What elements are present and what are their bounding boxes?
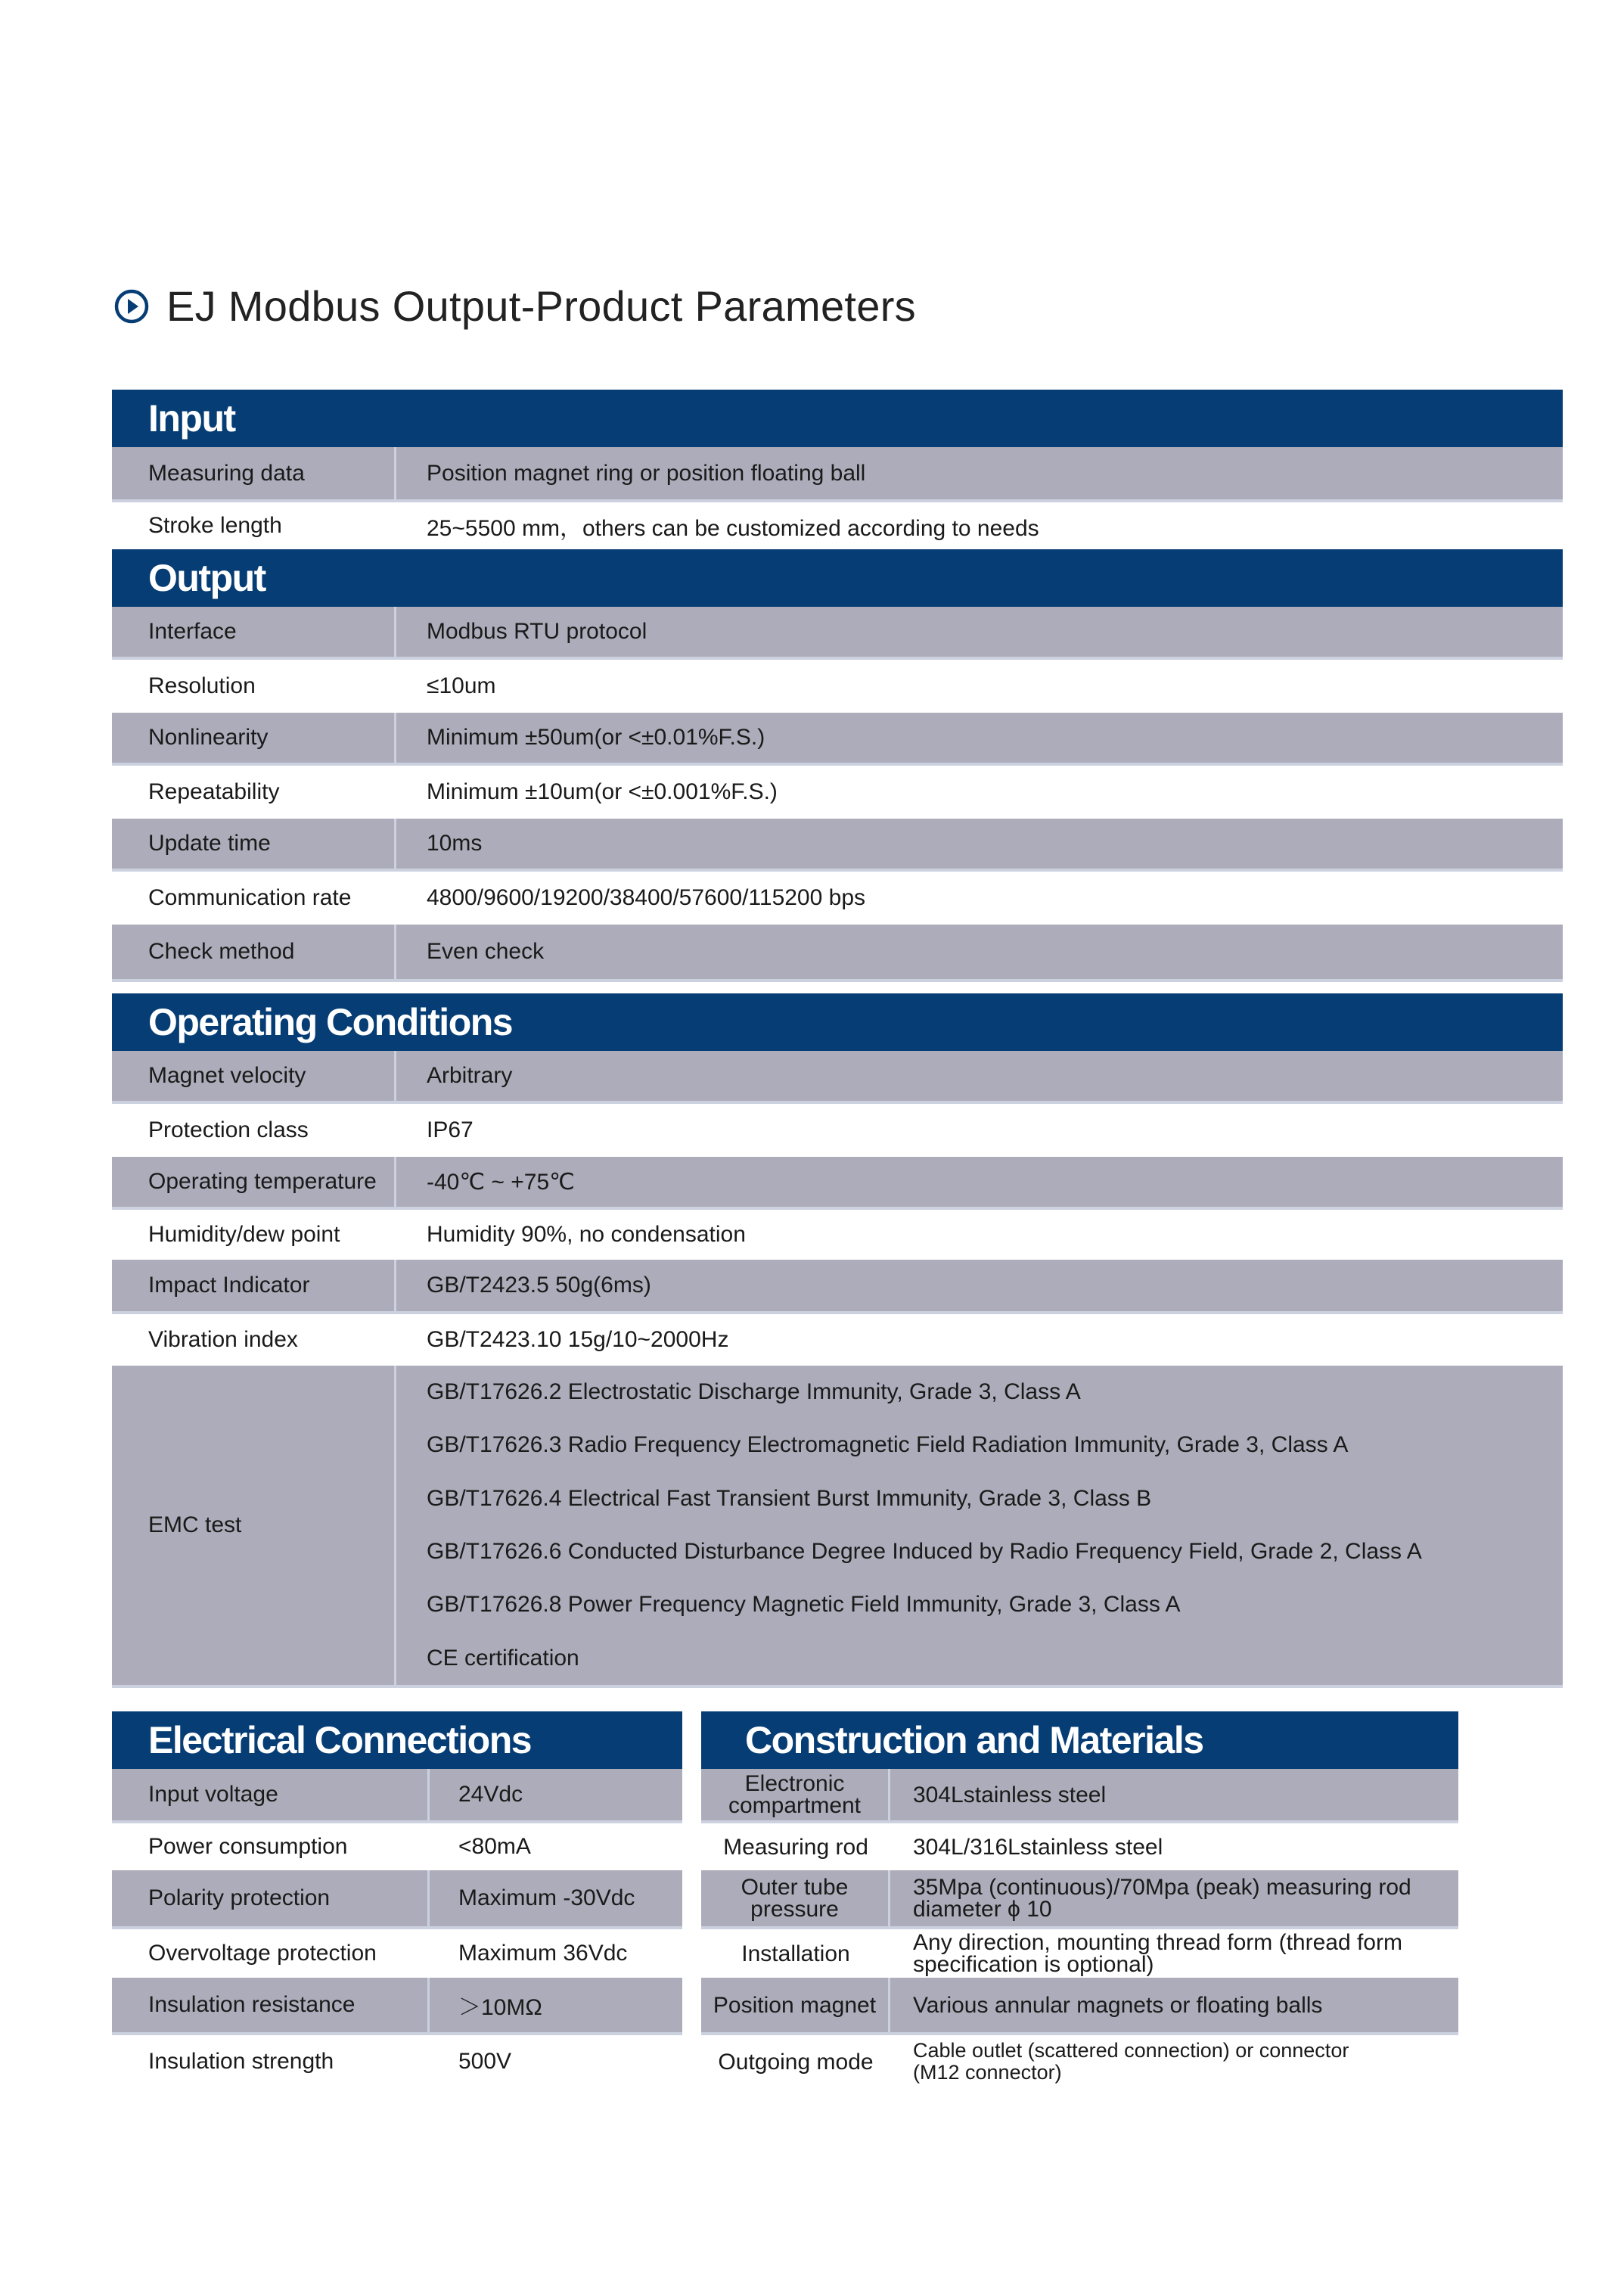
emc-item: GB/T17626.4 Electrical Fast Transient Burst Immunity, Grade 3, Class B (427, 1485, 1152, 1511)
row-value: 24Vdc (458, 1782, 523, 1807)
row-label: Power consumption (148, 1834, 348, 1859)
row-value: ≤10um (427, 673, 496, 698)
row-label: Interface (112, 607, 396, 657)
page-title-text: EJ Modbus Output-Product Parameters (166, 282, 916, 330)
row-label: Communication rate (148, 885, 352, 910)
row-value: Maximum -30Vdc (458, 1885, 635, 1910)
row-label: Outgoing mode (718, 2049, 874, 2075)
row-value: Position magnet ring or position floating ball (427, 460, 866, 486)
table-row (112, 713, 1563, 766)
row-value: 4800/9600/19200/38400/57600/115200 bps (427, 885, 866, 910)
row-label: Magnet velocity (112, 1051, 396, 1101)
emc-label: EMC test (112, 1366, 396, 1685)
row-value: 25~5500 mm，others can be customized according to needs (427, 516, 1039, 541)
operating-header: Operating Conditions (112, 993, 1563, 1051)
table-row (701, 1769, 1458, 1823)
row-label: Installation (741, 1941, 850, 1966)
table-row (112, 1260, 1563, 1314)
table-row (701, 1978, 1458, 2035)
row-value: Maximum 36Vdc (458, 1941, 628, 1966)
construction-materials-section (701, 1711, 1458, 2088)
table-row (112, 607, 1563, 660)
row-value: 500V (458, 2049, 512, 2074)
table-row (112, 1823, 682, 1870)
row-value: IP67 (427, 1117, 474, 1142)
table-row (112, 1870, 682, 1929)
emc-item: GB/T17626.3 Radio Frequency Electromagnetic Field Radiation Immunity, Grade 3, Class A (427, 1432, 1349, 1458)
row-value: -40℃ ~ +75℃ (427, 1169, 575, 1195)
row-label: Position magnet (701, 1978, 890, 2032)
row-label: Insulation resistance (112, 1978, 430, 2032)
row-label: Measuring rod (723, 1834, 868, 1860)
row-value: 35Mpa (continuous)/70Mpa (peak) measuring rod diameter ϕ 10 (913, 1875, 1411, 1922)
table-row (701, 2035, 1458, 2088)
table-row (112, 1929, 682, 1978)
row-label: Impact Indicator (112, 1260, 396, 1311)
row-value: Various annular magnets or floating balls (913, 1992, 1323, 2018)
input-header: Input (112, 390, 1563, 447)
table-row (701, 1870, 1458, 1929)
table-row (112, 1210, 1563, 1260)
row-label: Polarity protection (112, 1870, 430, 1926)
row-label: Measuring data (112, 447, 396, 499)
row-label: Outer tube pressure (701, 1870, 890, 1926)
row-value: GB/T2423.5 50g(6ms) (427, 1273, 651, 1298)
row-label: Insulation strength (148, 2049, 334, 2074)
play-circle-icon (113, 288, 150, 325)
table-row (112, 1051, 1563, 1104)
emc-item: GB/T17626.2 Electrostatic Discharge Immunity, Grade 3, Class A (427, 1379, 1081, 1405)
row-label: Input voltage (112, 1769, 430, 1820)
row-value: Any direction, mounting thread form (thread form specification is optional) (913, 1930, 1402, 1977)
electrical-connections-section (112, 1711, 682, 2088)
table-row (112, 1978, 682, 2035)
emc-item: GB/T17626.6 Conducted Disturbance Degree Induced by Radio Frequency Field, Grade 2, Class A (427, 1539, 1422, 1565)
table-row (112, 660, 1563, 713)
emc-item: CE certification (427, 1645, 579, 1671)
row-label: Repeatability (148, 779, 280, 804)
table-row (112, 819, 1563, 872)
row-value: Cable outlet (scattered connection) or connector (M12 connector) (913, 2039, 1349, 2084)
table-row (112, 2035, 682, 2088)
row-label: Electronic compartment (701, 1769, 890, 1820)
row-value: Even check (427, 939, 545, 964)
table-row (112, 1157, 1563, 1210)
emc-values (396, 1366, 1422, 1685)
output-header: Output (112, 549, 1563, 607)
row-label: Operating temperature (112, 1157, 396, 1207)
table-row (701, 1929, 1458, 1978)
row-value: Minimum ±50um(or <±0.01%F.S.) (427, 725, 765, 750)
row-value: GB/T2423.10 15g/10~2000Hz (427, 1327, 729, 1352)
construction-header: Construction and Materials (701, 1711, 1458, 1769)
table-row (112, 502, 1563, 549)
row-label: Protection class (148, 1117, 309, 1142)
row-value: Modbus RTU protocol (427, 619, 647, 644)
row-label: Vibration index (148, 1327, 298, 1352)
table-row (112, 872, 1563, 925)
table-row (112, 925, 1563, 982)
row-value: <80mA (458, 1834, 531, 1859)
row-label: Check method (112, 925, 396, 979)
electrical-header: Electrical Connections (112, 1711, 682, 1769)
emc-item: GB/T17626.8 Power Frequency Magnetic Field Immunity, Grade 3, Class A (427, 1592, 1181, 1618)
row-label: Stroke length (148, 513, 282, 538)
table-row (112, 766, 1563, 819)
page-title (113, 281, 916, 331)
row-value: ＞10MΩ (458, 1995, 542, 2020)
row-value: Arbitrary (427, 1063, 513, 1088)
row-label: Resolution (148, 673, 256, 698)
input-output-section (112, 390, 1563, 982)
row-value: 304Lstainless steel (913, 1782, 1107, 1807)
row-value: 304L/316Lstainless steel (913, 1834, 1163, 1860)
row-label: Overvoltage protection (148, 1941, 377, 1966)
row-label: Update time (112, 819, 396, 869)
table-row (112, 1104, 1563, 1157)
row-label: Humidity/dew point (148, 1222, 340, 1247)
table-row (112, 1769, 682, 1823)
table-row (112, 1314, 1563, 1366)
emc-test-row (112, 1366, 1563, 1688)
row-value: 10ms (427, 831, 483, 856)
operating-conditions-section (112, 993, 1563, 1688)
table-row (701, 1823, 1458, 1870)
row-label: Nonlinearity (112, 713, 396, 763)
row-value: Humidity 90%, no condensation (427, 1222, 746, 1247)
table-row (112, 447, 1563, 502)
row-value: Minimum ±10um(or <±0.001%F.S.) (427, 779, 778, 804)
